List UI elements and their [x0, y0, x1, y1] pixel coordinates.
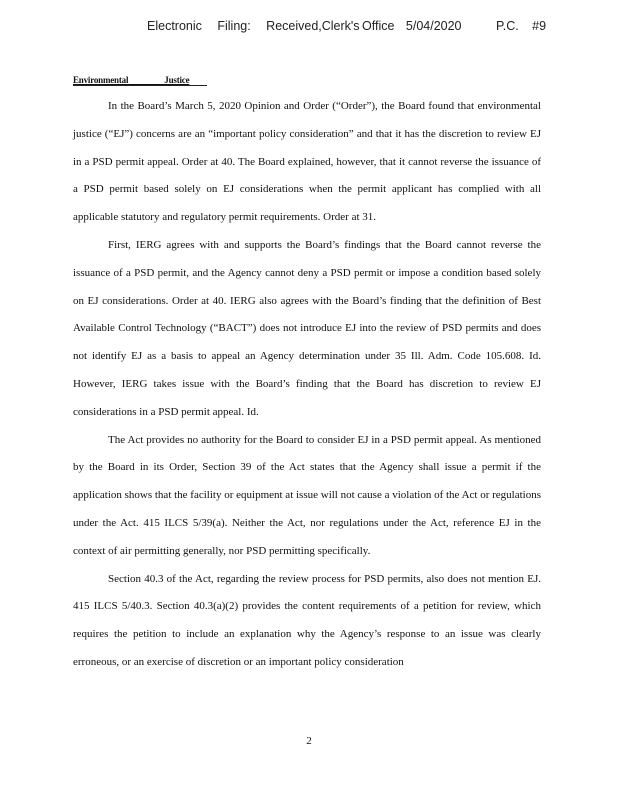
filing-stamp-header	[0, 19, 618, 37]
section-heading: Environmental Justice	[73, 75, 207, 86]
filing-stamp-received: Electronic Filing: Received,Clerk's	[147, 19, 360, 33]
paragraph-board-order: In the Board’s March 5, 2020 Opinion and Order (“Order”), the Board found that environmental justice (“EJ”) concerns are an “important policy consideration” and that it has the discretion to review EJ in a PSD permit appeal. Order at 40. The Board explained, however, that it cannot reverse the issuance of a PSD permit based solely on EJ considerations when the permit applicant has complied with all applicable statutory and regulatory permit requirements. Order at 31.	[73, 100, 541, 224]
paragraph-section-40-3: Section 40.3 of the Act, regarding the review process for PSD permits, also does not mention EJ. 415 ILCS 5/40.3. Section 40.3(a)(2) provides the content requirements of a petition for review, which requires the petition to include an explanation why the Agency’s response to an issue was clearly erroneous, or an exercise of discretion or an important policy consideration	[73, 572, 541, 668]
filing-stamp-office-date: Office 5/04/2020	[362, 19, 462, 33]
paragraph-act-authority: The Act provides no authority for the Board to consider EJ in a PSD permit appeal. As mentioned by the Board in its Order, Section 39 of the Act states that the Agency shall issue a permit if the application shows that the facility or equipment at issue will not cause a violation of the Act or regulations under the Act. 415 ILCS 5/39(a). Neither the Act, nor regulations under the Act, reference EJ in the context of air permitting generally, nor PSD permitting specifically.	[73, 433, 541, 557]
paragraph-ierg-agrees: First, IERG agrees with and supports the Board’s findings that the Board cannot reverse the issuance of a PSD permit, and the Agency cannot deny a PSD permit or impose a condition based solely on EJ considerations. Order at 40. IERG also agrees with the Board’s finding that the definition of Best Available Control Technology (“BACT”) does not introduce EJ into the review of PSD permits and does not identify EJ as a basis to appeal an Agency determination under 35 Ill. Adm. Code 105.608. Id. However, IERG takes issue with the Board’s finding that the Board has discretion to review EJ considerations in a PSD permit appeal. Id.	[73, 238, 541, 418]
filing-stamp-pc-number: P.C. #9	[496, 19, 547, 33]
page-number: 2	[306, 735, 312, 747]
document-body	[73, 93, 541, 677]
